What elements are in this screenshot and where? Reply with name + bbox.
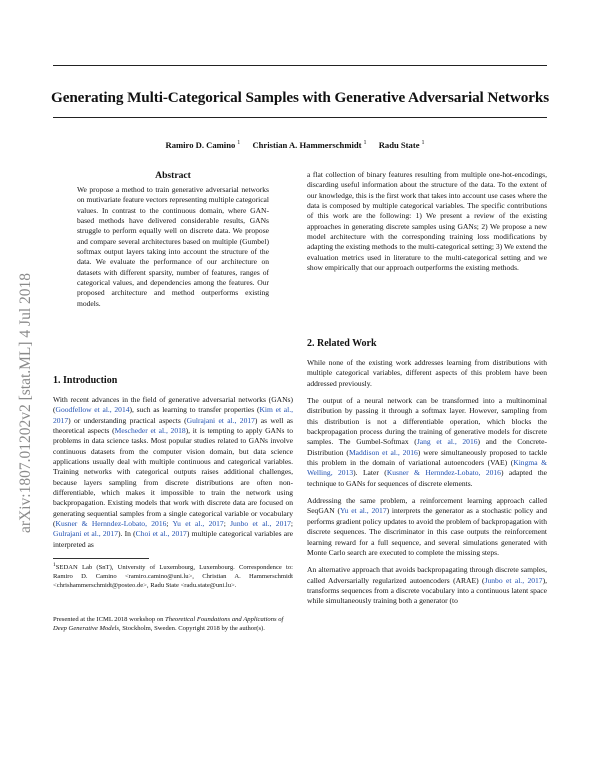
author-name: Radu State [378,140,420,150]
citation-link[interactable]: Junbo et al., 2017 [484,575,543,585]
title-rule-top [53,65,547,66]
citation-link[interactable]: Kim et al., 2017 [53,405,294,425]
title-rule-bottom [53,117,547,118]
related-paragraph: While none of the existing work addresses learning from distributions with multiple categorical variables, different aspects of this problem have been addressed previously. [307,358,547,388]
citation-link[interactable]: Goodfellow et al., 2014 [55,405,130,415]
intro-continued-paragraph: a flat collection of binary features resulting from multiple one-hot-encodings, discarding useful information about the structure of the data. To the extent of our knowledge, this is the first work that takes into account use cases where the data is composed by multiple categorical variables. The specific contributions of this work are the following: 1) We present a review of the existing approaches in generating discrete samples using GANs; 2) We propose a new model architecture with the corresponding training loss modifications by adapting the existing methods to the multi-categorical setting; 3) We extend the evaluation metrics used in literature to the multi-categorical setting and we show empirically that our approach outperforms the existing methods. [307,170,547,273]
section-heading-introduction: 1. Introduction [53,375,118,386]
abstract-text: We propose a method to train generative adversarial networks on mutivariate feature vectors representing multiple categorical values. In contrast to the continuous domain, where GAN-based methods have delivered considerable results, GANs struggle to perform equally well on discrete data. We propose and compare several architectures based on multiple (Gumbel) softmax output layers taking into account the structure of the data. We evaluate the performance of our architecture on datasets with different sparsity, number of features, ranges of categorical values, and dependencies among the features. Our proposed architecture and method outperforms existing models. [77,185,269,308]
workshop-notice: Presented at the ICML 2018 workshop on Theoretical Foundations and Applications of Deep Generative Models, Stockholm, Sweden. Copyright 2018 by the author(s). [53,616,284,632]
citation-link[interactable]: Gulrajani et al., 2017 [53,529,118,539]
citation-link[interactable]: Jang et al., 2016 [416,437,478,447]
related-paragraph: The output of a neural network can be transformed into a multinominal distribution by passing it through a softmax layer. However, sampling from this distribution is not a differentiable operation, which blocks the backpropagation process during the training of generative models for discrete samples. The Gumbel-Softmax (Jang et al., 2016) and the Concrete-Distribution (Maddison et al., 2016) were simultaneously proposed to tackle this problem in the domain of variational autoencoders (VAE) (Kingma & Welling, 2013). Later (Kusner & Hernndez-Lobato, 2016) adapted the technique to GANs for sequences of discrete elements. [307,396,548,488]
citation-link[interactable]: Choi et al., 2017 [135,529,187,539]
section-heading-related-work: 2. Related Work [307,338,377,349]
citation-link[interactable]: Yu et al., 2017 [340,506,387,516]
related-paragraph: An alternative approach that avoids backpropagating through discrete samples, called Adversarially regularized autoencoders (ARAE) (Junbo et al., 2017), transforms sequences from a discrete vocabulary into a continuous latent space while simultaneously training both a generator (to [307,565,547,606]
affiliation-mark: 1 [421,140,425,147]
author-name: Christian A. Hammerschmidt [252,140,362,150]
citation-link[interactable]: Kusner & Hernndez-Lobato, 2016 [386,468,501,478]
related-work-body [307,358,547,607]
arxiv-stamp [18,212,34,592]
author-list [40,140,560,150]
citation-link[interactable]: Gulrajani et al., 2017 [186,415,255,425]
author-name: Ramiro D. Camino [165,140,236,150]
citation-link[interactable]: Yu et al., 2017 [172,519,224,529]
intro-paragraph: With recent advances in the field of generative adversarial networks (GANs) (Goodfellow et al., 2014), such as learning to transfer properties (Kim et al., 2017) or understanding practical aspects (Gulrajani et al., 2017) as well as theoretical aspects (Mescheder et al., 2018), it is tempting to apply GANs to problems in data science tasks. Most popular studies related to GANs involve continuous datasets from the computer vision domain, but data science applications usually deal with multiple continuous and categorical variables. Training networks with categorical outputs raises additional challenges, because layers sampling from discrete distributions are often non-differentiable, which makes it impossible to train the network using backpropagation. Existing models that work with discrete data are focused on generating sequential samples from a single categorical variable or vocabulary (Kusner & Hernndez-Lobato, 2016; Yu et al., 2017; Junbo et al., 2017; Gulrajani et al., 2017). In (Choi et al., 2017) multiple categorical variables are interpreted as [53,395,294,549]
citation-link[interactable]: Kusner & Hernndez-Lobato, 2016 [55,519,167,529]
abstract-heading: Abstract [155,170,191,181]
paper-title: Generating Multi-Categorical Samples with Generative Adversarial Networks [50,89,550,106]
citation-link[interactable]: Mescheder et al., 2018 [114,426,186,436]
arxiv-identifier: arXiv:1807.01202v2 [stat.ML] 4 Jul 2018 [17,272,34,534]
affiliation-mark: 1 [363,140,367,147]
citation-link[interactable]: Junbo et al., 2017 [230,519,291,529]
citation-link[interactable]: Kingma & Welling, 2013 [307,458,547,478]
citation-link[interactable]: Maddison et al., 2016 [348,447,418,457]
footnote-mark: 1 [53,562,56,568]
footnote-rule [53,558,149,559]
related-paragraph: Addressing the same problem, a reinforcement learning approach called SeqGAN (Yu et al., 2017) interprets the generator as a stochastic policy and performs gradient policy updates to avoid the problem of backpropagation with discrete sequences. The discriminator in this case outputs the reinforcement learning reward for a full sequence, and several simulations generated with Monte Carlo search are executed to complete the missing steps. [307,496,547,557]
affiliation-footnote: $^1$SEDAN Lab (SnT), University of Luxembourg, Luxembourg. Correspondence to: Ramiro D. Camino <ramiro.camino@uni.lu>, Christian A. Hammerschmidt <chrishammerschmidt@posteo.de>, Radu State <radu.state@uni.lu>. [53,562,293,590]
affiliation-mark: 1 [237,140,241,147]
